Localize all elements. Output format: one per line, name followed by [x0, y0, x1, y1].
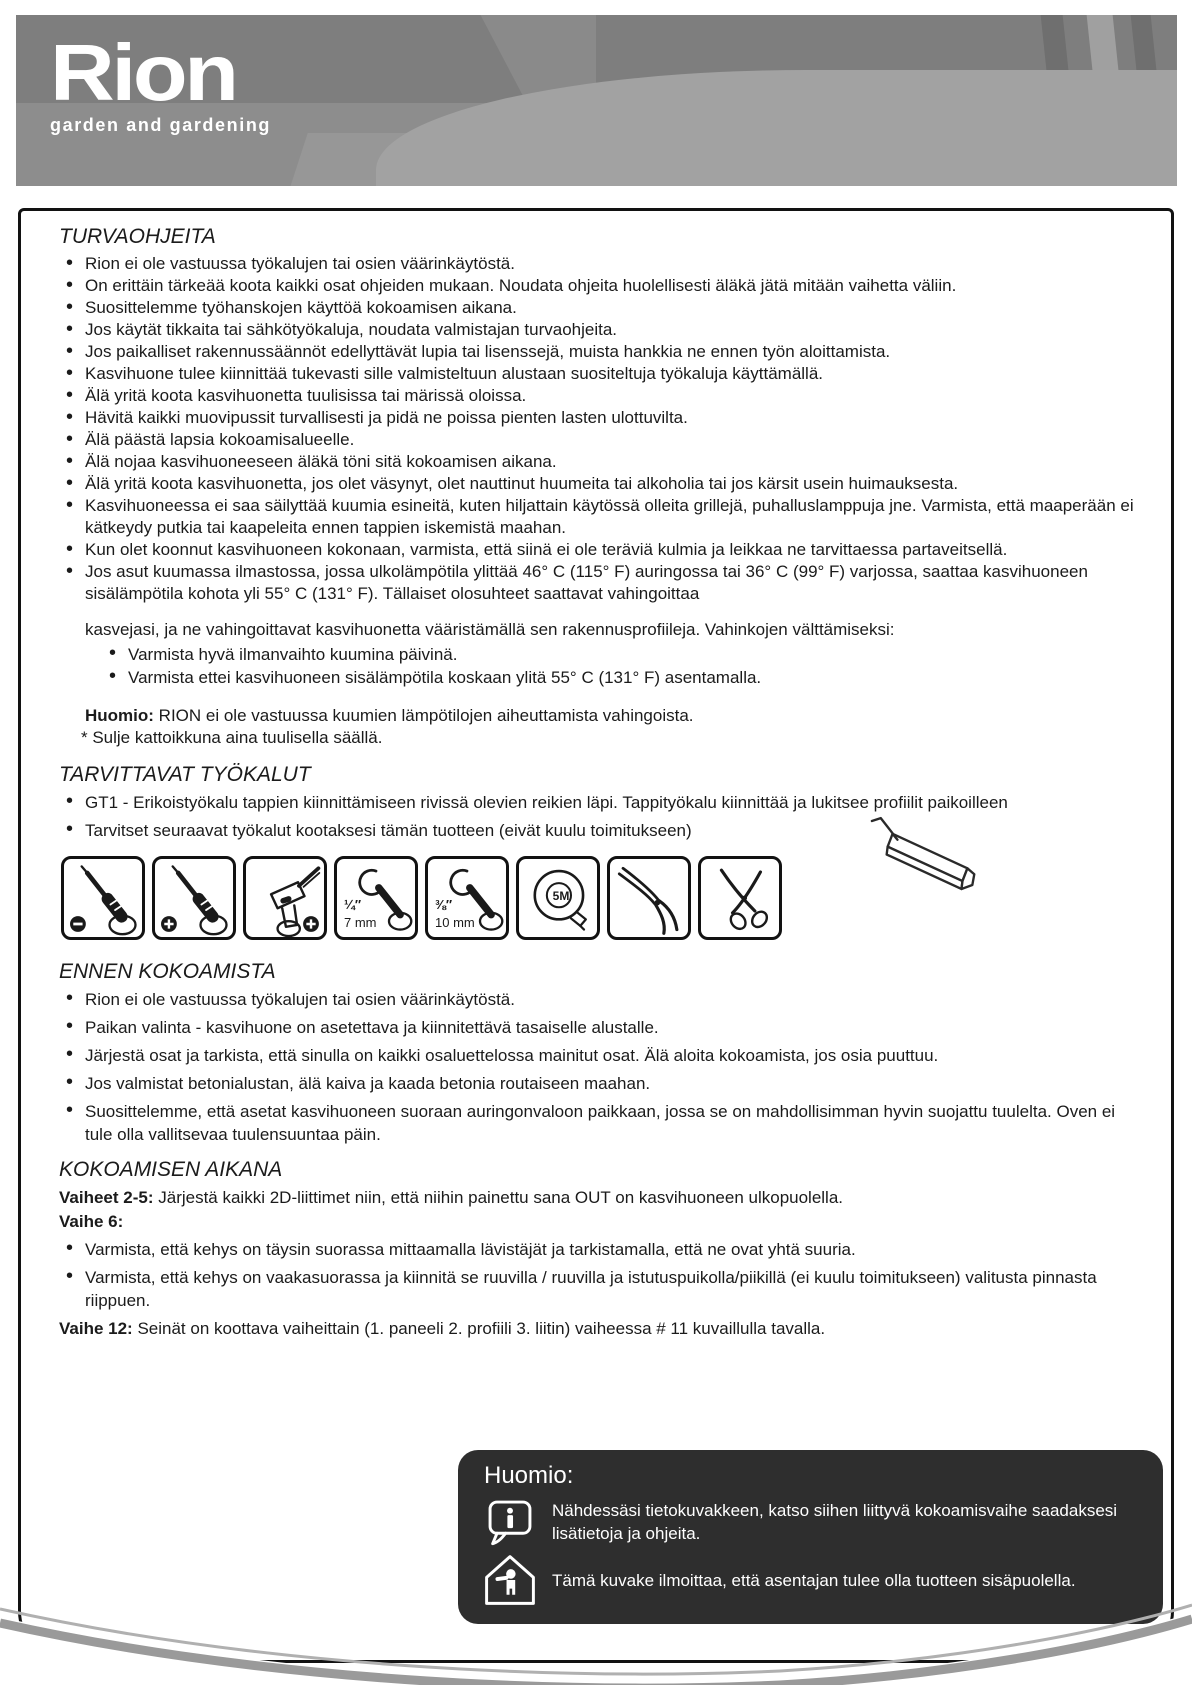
safety-note-text: RION ei ole vastuussa kuumien lämpötilojen aiheuttamista vahingoista. — [158, 706, 694, 725]
safety-note-label: Huomio: — [85, 706, 154, 725]
list-item: • Tarvitset seuraavat työkalut kootaksesi tämän tuotteen (eivät kuulu toimitukseen) — [85, 819, 1105, 842]
notice-title: Huomio: — [484, 1462, 574, 1489]
list-item: • Älä yritä koota kasvihuonetta, jos olet väsynyt, olet nauttinut huumeita tai alkoholia tai jos kärsit usein huimauksesta. — [85, 473, 1141, 495]
section-title-before-assembly: ENNEN KOKOAMISTA — [59, 960, 276, 983]
pliers-icon — [610, 859, 688, 937]
list-item: • Varmista hyvä ilmanvaihto kuumina päivinä. — [128, 643, 1141, 666]
safety-footnote: * Sulje kattoikkuna aina tuulisella säällä. — [81, 728, 383, 747]
tool-box-wrench-10mm — [425, 856, 509, 940]
notice-item-text: Nähdessäsi tietokuvakkeen, katso siihen liittyvä kokoamisvaihe saadaksesi lisätietoja ja ohjeita. — [552, 1501, 1118, 1543]
list-item: • Kasvihuoneessa ei saa säilyttää kuumia esineitä, kuten hiljattain käytössä olleita grillejä, puhalluslamppuja jne. Varmista, että maaperään ei kätkeydy putkia tai kaapeleita ennen tappien iskemistä maahan. — [85, 495, 1141, 539]
safety-sub-bullet-list — [59, 643, 1141, 689]
list-item: • On erittäin tärkeää koota kaikki osat ohjeiden mukaan. Noudata ohjeita huolellisesti äläkä jätä mitään vaihetta väliin. — [85, 275, 1141, 297]
tool-box-phillips-screwdriver — [152, 856, 236, 940]
phillips-screwdriver-icon — [155, 859, 233, 937]
notice-box — [458, 1450, 1163, 1624]
tool-box-flathead-screwdriver — [61, 856, 145, 940]
person-inside-house-icon — [484, 1554, 536, 1606]
brand-name: Rion — [50, 28, 236, 117]
safety-continuation-paragraph: kasvejasi, ja ne vahingoittavat kasvihuonetta vääristämällä sen rakennusprofiileja. Vahinkojen välttämiseksi: — [85, 620, 895, 639]
list-item: • Jos asut kuumassa ilmastossa, jossa ulkolämpötila ylittää 46° C (115° F) auringossa tai 36° C (99° F) varjossa, saattaa kasvihuoneen sisälämpötila kohota yli 55° C (131° F). Tällaiset olosuhteet saattavat vahingoittaa — [85, 561, 1141, 605]
list-item: • Älä yritä koota kasvihuonetta tuulisissa tai märissä oloissa. — [85, 385, 1141, 407]
instructions-content-box — [18, 208, 1174, 1663]
list-item: • Järjestä osat ja tarkista, että sinulla on kaikki osaluettelossa mainitut osat. Älä aloita kokoamista, jos osia puuttuu. — [85, 1044, 1141, 1067]
list-item: • GT1 - Erikoistyökalu tappien kiinnittämiseen rivissä olevien reikien läpi. Tappityökalu kiinnittää ja lukitsee profiilit paikoilleen — [85, 791, 1105, 814]
list-item: • Suosittelemme työhanskojen käyttöä kokoamisen aikana. — [85, 297, 1141, 319]
list-item: • Paikan valinta - kasvihuone on asetettava ja kiinnitettävä tasaiselle alustalle. — [85, 1016, 1141, 1039]
tool-box-wrench-7mm — [334, 856, 418, 940]
list-item: • Jos paikalliset rakennussäännöt edellyttävät lupia tai lisenssejä, muista hankkia ne ennen työn aloittamista. — [85, 341, 1141, 363]
step-6-label: Vaihe 6: — [59, 1212, 124, 1231]
brand-tagline: garden and gardening — [50, 115, 272, 135]
gt1-pin-tool-illustration — [865, 809, 993, 903]
tool-box-pliers — [607, 856, 691, 940]
tape-length-label: 5M — [552, 889, 570, 903]
section-during-assembly — [59, 1158, 1141, 1341]
info-speech-bubble-icon — [484, 1496, 536, 1548]
tool-box-scissors — [698, 856, 782, 940]
steps-2-5-line — [59, 1186, 1141, 1210]
notice-item-text: Tämä kuvake ilmoittaa, että asentajan tulee olla tuotteen sisäpuolella. — [552, 1570, 1076, 1590]
wrench-inch-label: ¼″ — [344, 897, 362, 912]
safety-note — [85, 705, 1141, 727]
list-item: • Rion ei ole vastuussa työkalujen tai osien väärinkäytöstä. — [85, 253, 1141, 275]
list-item: • Älä nojaa kasvihuoneeseen äläkä töni sitä kokoamisen aikana. — [85, 451, 1141, 473]
step-12-text: Seinät on koottava vaiheittain (1. paneeli 2. profiili 3. liitin) vaiheessa # 11 kuvaillulla tavalla. — [137, 1319, 826, 1338]
list-item: • Jos käytät tikkaita tai sähkötyökaluja, noudata valmistajan turvaohjeita. — [85, 319, 1141, 341]
list-item: • Hävitä kaikki muovipussit turvallisesti ja pidä ne poissa pienten lasten ulottuvilta. — [85, 407, 1141, 429]
steps-2-5-text: Järjestä kaikki 2D-liittimet niin, että niihin painettu sana OUT on kasvihuoneen ulkopuolella. — [158, 1188, 844, 1207]
step-6-bullet-list — [59, 1238, 1141, 1312]
drill-icon — [246, 859, 324, 937]
list-item: • Jos valmistat betonialustan, älä kaiva ja kaada betonia routaiseen maahan. — [85, 1072, 1141, 1095]
list-item: • Älä päästä lapsia kokoamisalueelle. — [85, 429, 1141, 451]
section-title-during-assembly: KOKOAMISEN AIKANA — [59, 1158, 283, 1181]
section-title-tools: TARVITTAVAT TYÖKALUT — [59, 763, 311, 786]
steps-2-5-label: Vaiheet 2-5: — [59, 1188, 154, 1207]
wrench-inch-label: ⅜″ — [435, 897, 453, 912]
wrench-mm-label: 10 mm — [435, 915, 475, 930]
list-item: • Varmista, että kehys on vaakasuorassa ja kiinnitä se ruuvilla / ruuvilla ja istutuspuikolla/piikillä (ei kuulu toimitukseen) valitusta pinnasta riippuen. — [85, 1266, 1141, 1312]
section-tools — [59, 763, 1141, 940]
list-item: • Rion ei ole vastuussa työkalujen tai osien väärinkäytöstä. — [85, 988, 1141, 1011]
before-assembly-bullet-list — [59, 988, 1141, 1146]
step-12-line — [59, 1317, 1141, 1341]
list-item: • Varmista, että kehys on täysin suorassa mittaamalla lävistäjät ja tarkistamalla, että ne ovat yhtä suuria. — [85, 1238, 1141, 1261]
tool-box-drill — [243, 856, 327, 940]
header-banner — [16, 15, 1177, 186]
safety-bullet-list — [59, 253, 1141, 605]
tool-box-tape-measure — [516, 856, 600, 940]
step-12-label: Vaihe 12: — [59, 1319, 133, 1338]
wrench-mm-label: 7 mm — [344, 915, 377, 930]
rion-logo — [50, 28, 272, 136]
list-item: • Suosittelemme, että asetat kasvihuoneen suoraan auringonvaloon paikkaan, jossa se on mahdollisimman hyvin suojattu tuulelta. Oven ei tule olla vallitsevaa tuulensuuntaa päin. — [85, 1100, 1141, 1146]
list-item: • Kun olet koonnut kasvihuoneen kokonaan, varmista, että siinä ei ole teräviä kulmia ja leikkaa ne tarvittaessa partaveitsellä. — [85, 539, 1141, 561]
flathead-screwdriver-icon — [64, 859, 142, 937]
list-item: • Varmista ettei kasvihuoneen sisälämpötila koskaan ylitä 55° C (131° F) asentamalla. — [128, 666, 1141, 689]
scissors-icon — [701, 859, 779, 937]
section-safety — [59, 225, 1141, 749]
notice-item-inside — [484, 1554, 1139, 1606]
section-before-assembly — [59, 960, 1141, 1146]
notice-item-info — [484, 1496, 1139, 1548]
section-title-safety: TURVAOHJEITA — [59, 225, 216, 248]
step-6-label-line — [59, 1210, 1141, 1234]
list-item: • Kasvihuone tulee kiinnittää tukevasti sille valmisteltuun alustaan suositeltuja työkaluja käyttämällä. — [85, 363, 1141, 385]
